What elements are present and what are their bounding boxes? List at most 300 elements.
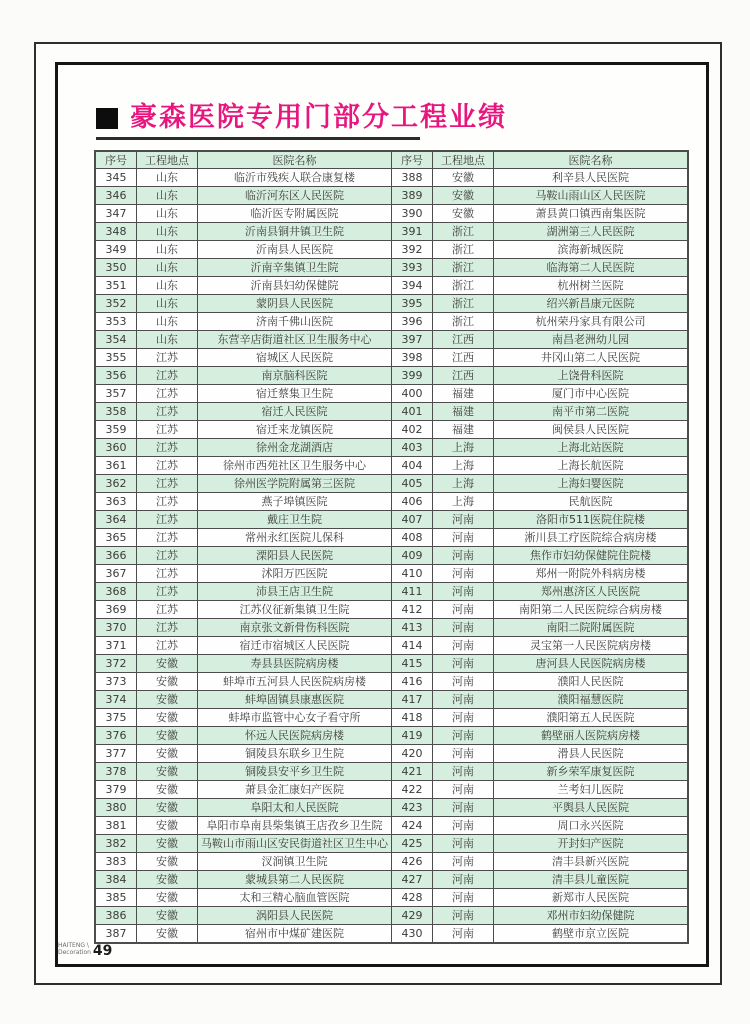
header-serial-right: 序号 [392,151,433,169]
hospital-name-cell: 阜阳市阜南县柴集镇王店孜乡卫生院 [198,817,392,835]
table-row [95,889,688,907]
hospital-name-cell: 蒙城县第二人民医院 [198,871,392,889]
serial-cell: 366 [95,547,137,565]
serial-cell: 358 [95,403,137,421]
hospital-name-cell: 蒙阴县人民医院 [198,295,392,313]
location-cell: 江西 [433,331,494,349]
serial-cell: 349 [95,241,137,259]
table-row [95,259,688,277]
hospital-name-cell: 淅川县工疗医院综合病房楼 [494,529,689,547]
location-cell: 江苏 [137,637,198,655]
serial-cell: 388 [392,169,433,187]
title-block [96,95,516,140]
serial-cell: 411 [392,583,433,601]
table-row [95,709,688,727]
hospital-name-cell: 临沂市残疾人联合康复楼 [198,169,392,187]
hospital-name-cell: 沂南县铜井镇卫生院 [198,223,392,241]
hospital-name-cell: 戴庄卫生院 [198,511,392,529]
table-row [95,205,688,223]
location-cell: 河南 [433,871,494,889]
location-cell: 安徽 [137,763,198,781]
hospital-name-cell: 杭州树兰医院 [494,277,689,295]
hospital-name-cell: 邓州市妇幼保健院 [494,907,689,925]
hospital-name-cell: 鹤壁市京立医院 [494,925,689,944]
hospital-name-cell: 周口永兴医院 [494,817,689,835]
serial-cell: 369 [95,601,137,619]
location-cell: 山东 [137,331,198,349]
serial-cell: 404 [392,457,433,475]
serial-cell: 425 [392,835,433,853]
serial-cell: 395 [392,295,433,313]
location-cell: 江苏 [137,619,198,637]
serial-cell: 367 [95,565,137,583]
hospital-name-cell: 铜陵县东联乡卫生院 [198,745,392,763]
hospital-name-cell: 濮阳第五人民医院 [494,709,689,727]
table-row [95,529,688,547]
location-cell: 江苏 [137,475,198,493]
location-cell: 河南 [433,925,494,944]
serial-cell: 352 [95,295,137,313]
table-row [95,349,688,367]
serial-cell: 353 [95,313,137,331]
hospital-name-cell: 厦门市中心医院 [494,385,689,403]
hospital-name-cell: 灵宝第一人民医院病房楼 [494,637,689,655]
serial-cell: 382 [95,835,137,853]
table-row [95,313,688,331]
hospital-name-cell: 南京张文新骨伤科医院 [198,619,392,637]
serial-cell: 389 [392,187,433,205]
table-row [95,619,688,637]
location-cell: 河南 [433,853,494,871]
hospital-name-cell: 徐州金龙湖酒店 [198,439,392,457]
location-cell: 山东 [137,223,198,241]
hospital-name-cell: 滨海新城医院 [494,241,689,259]
hospital-name-cell: 鹤壁丽人医院病房楼 [494,727,689,745]
table-row [95,565,688,583]
location-cell: 河南 [433,511,494,529]
hospital-name-cell: 马鞍山市雨山区安民街道社区卫生中心 [198,835,392,853]
location-cell: 安徽 [137,817,198,835]
location-cell: 河南 [433,691,494,709]
hospital-name-cell: 沭阳万匹医院 [198,565,392,583]
hospital-name-cell: 徐州医学院附属第三医院 [198,475,392,493]
table-row [95,907,688,925]
header-location-right: 工程地点 [433,151,494,169]
hospital-name-cell: 宿迁人民医院 [198,403,392,421]
hospital-name-cell: 江苏仪征新集镇卫生院 [198,601,392,619]
header-serial-left: 序号 [95,151,137,169]
table-row [95,295,688,313]
serial-cell: 399 [392,367,433,385]
location-cell: 安徽 [433,187,494,205]
hospital-name-cell: 沂南县人民医院 [198,241,392,259]
hospital-name-cell: 宿迁来龙镇医院 [198,421,392,439]
serial-cell: 370 [95,619,137,637]
location-cell: 河南 [433,781,494,799]
location-cell: 安徽 [137,925,198,944]
table-row [95,817,688,835]
hospital-name-cell: 宿州市中煤矿建医院 [198,925,392,944]
hospital-name-cell: 济南千佛山医院 [198,313,392,331]
table-row [95,367,688,385]
table-body [95,169,688,944]
serial-cell: 393 [392,259,433,277]
hospital-name-cell: 民航医院 [494,493,689,511]
location-cell: 浙江 [433,295,494,313]
serial-cell: 422 [392,781,433,799]
serial-cell: 364 [95,511,137,529]
page-footer [58,942,112,959]
serial-cell: 416 [392,673,433,691]
header-hospital-left: 医院名称 [198,151,392,169]
page-title: 豪森医院专用门部分工程业绩 [130,102,507,133]
location-cell: 福建 [433,385,494,403]
serial-cell: 347 [95,205,137,223]
hospital-name-cell: 燕子埠镇医院 [198,493,392,511]
location-cell: 河南 [433,673,494,691]
location-cell: 安徽 [137,655,198,673]
serial-cell: 360 [95,439,137,457]
location-cell: 浙江 [433,241,494,259]
location-cell: 山东 [137,187,198,205]
table-row [95,655,688,673]
table-row [95,223,688,241]
hospital-name-cell: 萧县黄口镇西南集医院 [494,205,689,223]
hospital-name-cell: 南阳第二人民医院综合病房楼 [494,601,689,619]
hospital-name-cell: 南京脑科医院 [198,367,392,385]
hospital-name-cell: 南昌老洲幼儿园 [494,331,689,349]
location-cell: 安徽 [137,727,198,745]
location-cell: 江苏 [137,439,198,457]
footer-brand-line2: Decoration [58,949,91,956]
location-cell: 浙江 [433,259,494,277]
location-cell: 安徽 [137,907,198,925]
table-row [95,583,688,601]
location-cell: 安徽 [137,799,198,817]
location-cell: 江苏 [137,547,198,565]
serial-cell: 407 [392,511,433,529]
location-cell: 河南 [433,547,494,565]
serial-cell: 374 [95,691,137,709]
hospital-name-cell: 新乡荣军康复医院 [494,763,689,781]
location-cell: 河南 [433,529,494,547]
location-cell: 河南 [433,907,494,925]
footer-brand-line1: HAITENG \ [58,942,89,949]
serial-cell: 418 [392,709,433,727]
serial-cell: 387 [95,925,137,944]
table-row [95,763,688,781]
hospital-name-cell: 濮阳人民医院 [494,673,689,691]
location-cell: 安徽 [137,853,198,871]
hospital-name-cell: 临沂医专附属医院 [198,205,392,223]
serial-cell: 371 [95,637,137,655]
location-cell: 安徽 [433,205,494,223]
table-row [95,853,688,871]
serial-cell: 398 [392,349,433,367]
hospital-name-cell: 南平市第二医院 [494,403,689,421]
hospital-name-cell: 上海北站医院 [494,439,689,457]
hospital-name-cell: 寿县县医院病房楼 [198,655,392,673]
serial-cell: 424 [392,817,433,835]
location-cell: 江苏 [137,511,198,529]
location-cell: 河南 [433,745,494,763]
table-row [95,745,688,763]
location-cell: 浙江 [433,277,494,295]
serial-cell: 419 [392,727,433,745]
table-row [95,871,688,889]
table-row [95,457,688,475]
location-cell: 河南 [433,817,494,835]
location-cell: 河南 [433,583,494,601]
table-row [95,439,688,457]
serial-cell: 368 [95,583,137,601]
hospital-name-cell: 宿迁市宿城区人民医院 [198,637,392,655]
table-row [95,169,688,187]
table-row [95,475,688,493]
serial-cell: 383 [95,853,137,871]
serial-cell: 361 [95,457,137,475]
table-row [95,241,688,259]
location-cell: 上海 [433,493,494,511]
serial-cell: 376 [95,727,137,745]
hospital-name-cell: 上饶骨科医院 [494,367,689,385]
hospital-name-cell: 马鞍山雨山区人民医院 [494,187,689,205]
serial-cell: 354 [95,331,137,349]
serial-cell: 346 [95,187,137,205]
location-cell: 山东 [137,295,198,313]
hospital-name-cell: 郑州惠济区人民医院 [494,583,689,601]
location-cell: 上海 [433,475,494,493]
hospital-name-cell: 上海长航医院 [494,457,689,475]
serial-cell: 378 [95,763,137,781]
location-cell: 河南 [433,763,494,781]
location-cell: 江苏 [137,421,198,439]
location-cell: 江西 [433,349,494,367]
hospital-name-cell: 杭州荣丹家具有限公司 [494,313,689,331]
location-cell: 河南 [433,709,494,727]
location-cell: 安徽 [137,745,198,763]
location-cell: 河南 [433,619,494,637]
table-row [95,601,688,619]
serial-cell: 356 [95,367,137,385]
hospital-name-cell: 汊涧镇卫生院 [198,853,392,871]
serial-cell: 402 [392,421,433,439]
serial-cell: 359 [95,421,137,439]
serial-cell: 400 [392,385,433,403]
serial-cell: 392 [392,241,433,259]
table-row [95,493,688,511]
table-row [95,547,688,565]
location-cell: 山东 [137,277,198,295]
serial-cell: 415 [392,655,433,673]
location-cell: 河南 [433,637,494,655]
location-cell: 安徽 [137,673,198,691]
serial-cell: 401 [392,403,433,421]
hospital-name-cell: 蚌埠市监管中心女子看守所 [198,709,392,727]
hospital-name-cell: 兰考妇儿医院 [494,781,689,799]
serial-cell: 391 [392,223,433,241]
serial-cell: 429 [392,907,433,925]
hospital-name-cell: 开封妇产医院 [494,835,689,853]
serial-cell: 396 [392,313,433,331]
table-row [95,421,688,439]
hospital-name-cell: 涡阳县人民医院 [198,907,392,925]
table-row [95,277,688,295]
header-hospital-right: 医院名称 [494,151,689,169]
table-row [95,385,688,403]
serial-cell: 355 [95,349,137,367]
location-cell: 江苏 [137,493,198,511]
hospital-name-cell: 临海第二人民医院 [494,259,689,277]
hospital-name-cell: 清丰县新兴医院 [494,853,689,871]
serial-cell: 428 [392,889,433,907]
serial-cell: 380 [95,799,137,817]
serial-cell: 373 [95,673,137,691]
hospital-name-cell: 洛阳市511医院住院楼 [494,511,689,529]
location-cell: 浙江 [433,223,494,241]
location-cell: 河南 [433,655,494,673]
project-performance-table [94,150,689,944]
table-row [95,187,688,205]
location-cell: 安徽 [433,169,494,187]
hospital-name-cell: 平舆县人民医院 [494,799,689,817]
location-cell: 山东 [137,241,198,259]
hospital-name-cell: 唐河县人民医院病房楼 [494,655,689,673]
hospital-name-cell: 萧县金汇康妇产医院 [198,781,392,799]
serial-cell: 377 [95,745,137,763]
serial-cell: 405 [392,475,433,493]
location-cell: 福建 [433,421,494,439]
serial-cell: 348 [95,223,137,241]
serial-cell: 420 [392,745,433,763]
location-cell: 江苏 [137,367,198,385]
location-cell: 福建 [433,403,494,421]
serial-cell: 363 [95,493,137,511]
serial-cell: 414 [392,637,433,655]
table-row [95,691,688,709]
hospital-name-cell: 蚌埠固镇县康惠医院 [198,691,392,709]
header-location-left: 工程地点 [137,151,198,169]
footer-brand [58,942,91,956]
serial-cell: 410 [392,565,433,583]
hospital-name-cell: 井冈山第二人民医院 [494,349,689,367]
serial-cell: 408 [392,529,433,547]
serial-cell: 412 [392,601,433,619]
title-bullet-square-icon [96,108,118,129]
location-cell: 安徽 [137,709,198,727]
title-underline [96,137,420,140]
hospital-name-cell: 沛县王店卫生院 [198,583,392,601]
location-cell: 安徽 [137,889,198,907]
table-row [95,781,688,799]
serial-cell: 381 [95,817,137,835]
hospital-name-cell: 滑县人民医院 [494,745,689,763]
serial-cell: 351 [95,277,137,295]
location-cell: 安徽 [137,691,198,709]
serial-cell: 372 [95,655,137,673]
hospital-name-cell: 沂南辛集镇卫生院 [198,259,392,277]
table-row [95,403,688,421]
location-cell: 河南 [433,727,494,745]
hospital-name-cell: 南阳二院附属医院 [494,619,689,637]
table-row [95,511,688,529]
location-cell: 河南 [433,799,494,817]
hospital-name-cell: 新郑市人民医院 [494,889,689,907]
location-cell: 河南 [433,565,494,583]
hospital-name-cell: 怀远人民医院病房楼 [198,727,392,745]
location-cell: 河南 [433,601,494,619]
serial-cell: 417 [392,691,433,709]
serial-cell: 350 [95,259,137,277]
table-row [95,727,688,745]
table-row [95,799,688,817]
hospital-name-cell: 沂南县妇幼保健院 [198,277,392,295]
location-cell: 上海 [433,457,494,475]
serial-cell: 423 [392,799,433,817]
hospital-name-cell: 徐州市西苑社区卫生服务中心 [198,457,392,475]
location-cell: 江苏 [137,403,198,421]
location-cell: 浙江 [433,313,494,331]
location-cell: 江西 [433,367,494,385]
location-cell: 上海 [433,439,494,457]
serial-cell: 365 [95,529,137,547]
table-row [95,835,688,853]
table-row [95,637,688,655]
hospital-name-cell: 湖洲第三人民医院 [494,223,689,241]
hospital-name-cell: 临沂河东区人民医院 [198,187,392,205]
serial-cell: 379 [95,781,137,799]
location-cell: 安徽 [137,835,198,853]
table-row [95,331,688,349]
location-cell: 山东 [137,169,198,187]
location-cell: 江苏 [137,457,198,475]
hospital-name-cell: 宿城区人民医院 [198,349,392,367]
serial-cell: 357 [95,385,137,403]
serial-cell: 385 [95,889,137,907]
hospital-name-cell: 太和三精心脑血管医院 [198,889,392,907]
hospital-name-cell: 常州永红医院儿保科 [198,529,392,547]
location-cell: 山东 [137,313,198,331]
hospital-name-cell: 濮阳福慧医院 [494,691,689,709]
location-cell: 河南 [433,889,494,907]
serial-cell: 345 [95,169,137,187]
hospital-name-cell: 焦作市妇幼保健院住院楼 [494,547,689,565]
serial-cell: 427 [392,871,433,889]
serial-cell: 362 [95,475,137,493]
hospital-name-cell: 绍兴新昌康元医院 [494,295,689,313]
serial-cell: 403 [392,439,433,457]
location-cell: 山东 [137,259,198,277]
location-cell: 江苏 [137,385,198,403]
location-cell: 山东 [137,205,198,223]
hospital-name-cell: 上海妇婴医院 [494,475,689,493]
serial-cell: 390 [392,205,433,223]
serial-cell: 394 [392,277,433,295]
serial-cell: 430 [392,925,433,944]
hospital-name-cell: 蚌埠市五河县人民医院病房楼 [198,673,392,691]
hospital-name-cell: 铜陵县安平乡卫生院 [198,763,392,781]
serial-cell: 384 [95,871,137,889]
serial-cell: 413 [392,619,433,637]
table-header-row [95,151,688,169]
serial-cell: 409 [392,547,433,565]
location-cell: 江苏 [137,349,198,367]
location-cell: 安徽 [137,781,198,799]
hospital-name-cell: 东营辛店街道社区卫生服务中心 [198,331,392,349]
location-cell: 江苏 [137,565,198,583]
table-row [95,673,688,691]
table-row [95,925,688,944]
